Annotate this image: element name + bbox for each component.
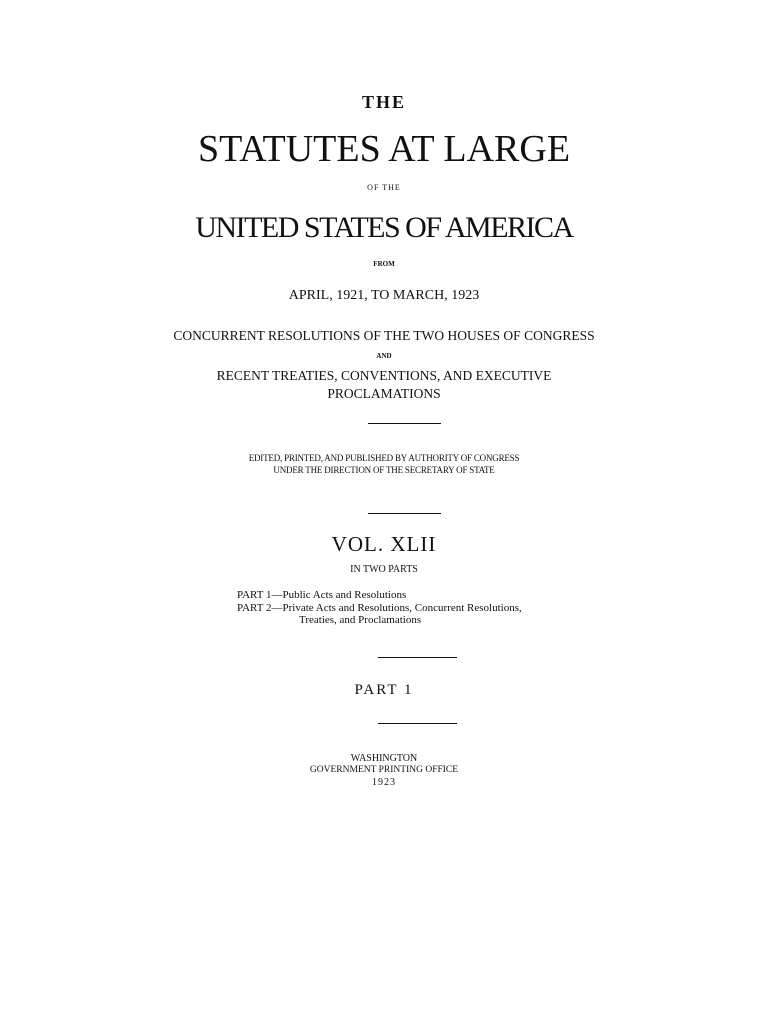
heading-the: THE	[361, 92, 406, 112]
divider-rule-4	[378, 723, 457, 724]
concurrent-resolutions-line: CONCURRENT RESOLUTIONS OF THE TWO HOUSES OF CONGRESS	[173, 328, 595, 343]
parts-list-item-1: PART 1—Public Acts and Resolutions	[237, 589, 407, 601]
date-range: APRIL, 1921, TO MARCH, 1923	[288, 288, 480, 303]
in-two-parts-label: IN TWO PARTS	[350, 564, 418, 575]
parts-list-item-2-continued: Treaties, and Proclamations	[299, 614, 422, 626]
edited-line-2: UNDER THE DIRECTION OF THE SECRETARY OF STATE	[273, 465, 495, 475]
divider-rule-3	[378, 657, 457, 658]
and-label: AND	[376, 352, 392, 360]
publisher-label: GOVERNMENT PRINTING OFFICE	[309, 765, 459, 775]
year-label: 1923	[372, 777, 396, 788]
place-label: WASHINGTON	[350, 753, 418, 764]
parts-list	[237, 589, 522, 627]
of-the-label: OF THE	[367, 183, 401, 192]
main-title: STATUTES AT LARGE	[197, 128, 571, 170]
divider-rule-1	[368, 423, 441, 424]
treaties-line-2: PROCLAMATIONS	[327, 386, 441, 401]
parts-list-item-2: PART 2—Private Acts and Resolutions, Concurrent Resolutions,	[237, 601, 522, 614]
from-label: FROM	[373, 260, 395, 268]
treaties-line-1: RECENT TREATIES, CONVENTIONS, AND EXECUTIVE	[216, 368, 552, 383]
country-title: UNITED STATES OF AMERICA	[195, 211, 573, 244]
edited-line-1: EDITED, PRINTED, AND PUBLISHED BY AUTHORITY OF CONGRESS	[248, 453, 520, 463]
part-label: PART 1	[354, 682, 414, 698]
volume-label: VOL. XLII	[331, 532, 437, 556]
divider-rule-2	[368, 513, 441, 514]
